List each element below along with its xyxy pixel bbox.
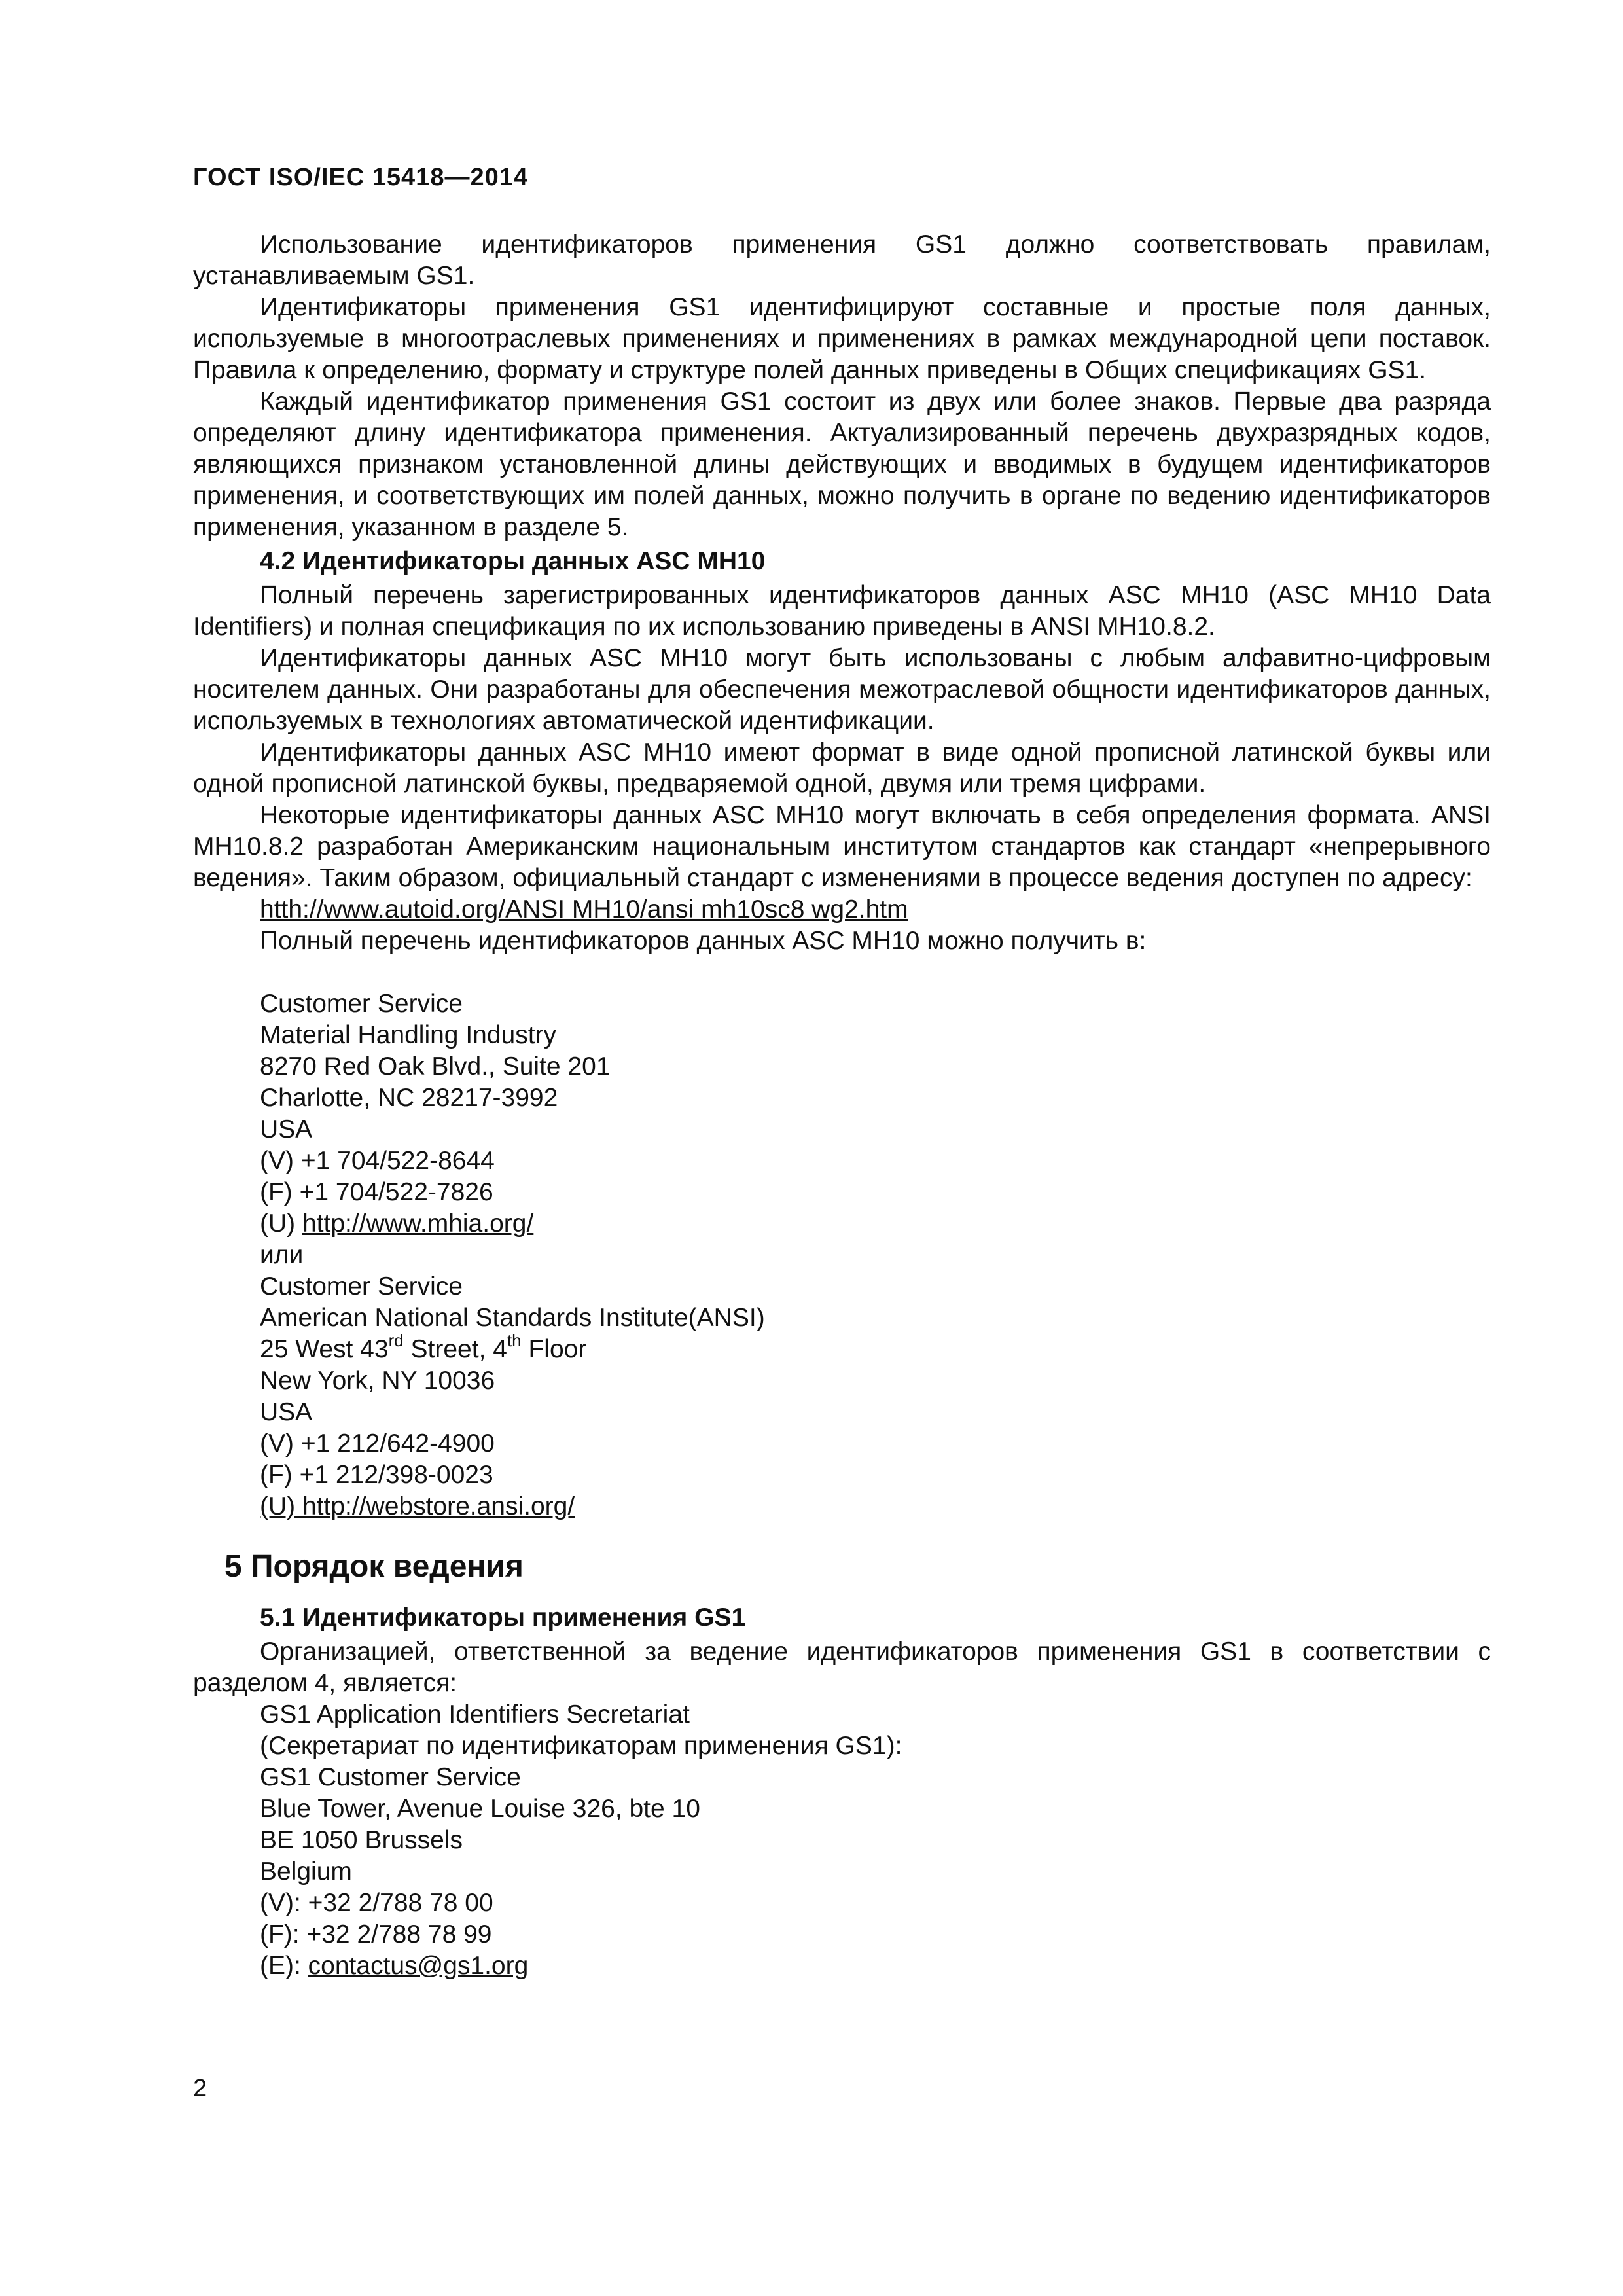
paragraph: Идентификаторы данных ASC MH10 могут быть использованы с любым алфавитно-цифровым носителем данных. Они разработаны для обеспечения межотраслевой общности идентификаторов данных, используемых в технологиях автоматической идентификации. — [193, 644, 1491, 735]
street-line — [260, 1331, 1491, 1365]
separator-or: или — [260, 1241, 304, 1269]
address-line: BE 1050 Brussels — [260, 1826, 463, 1854]
address-line: (F) +1 212/398-0023 — [260, 1461, 493, 1489]
street-mid: Street, 4 — [403, 1335, 507, 1363]
address-line: 8270 Red Oak Blvd., Suite 201 — [260, 1052, 611, 1081]
address-line: GS1 Customer Service — [260, 1763, 521, 1791]
street-sup-1: rd — [388, 1331, 404, 1350]
autoid-link[interactable]: htth://www.autoid.org/ANSI MH10/ansi mh10sc8 wg2.htm — [260, 895, 908, 924]
address-line: Charlotte, NC 28217-3992 — [260, 1084, 558, 1112]
address-line: (V) +1 212/642-4900 — [260, 1429, 495, 1458]
address-line: Customer Service — [260, 1272, 463, 1300]
list-intro: Полный перечень идентификаторов данных ASC MH10 можно получить в: — [260, 927, 1147, 955]
ansi-link[interactable]: (U) http://webstore.ansi.org/ — [260, 1492, 575, 1520]
document-body — [193, 229, 1491, 1982]
section-4-2-heading: 4.2 Идентификаторы данных ASC MH10 — [260, 547, 766, 575]
address-line: (Секретариат по идентификаторам применения GS1): — [260, 1732, 902, 1760]
address-line: (V): +32 2/788 78 00 — [260, 1889, 493, 1917]
paragraph: Идентификаторы данных ASC MH10 имеют формат в виде одной прописной латинской буквы или одной прописной латинской буквы, предваряемой одной, двумя или тремя цифрами. — [193, 738, 1491, 798]
page-number: 2 — [193, 2075, 207, 2102]
address-line: (F): +32 2/788 78 99 — [260, 1920, 492, 1948]
ansi-web-line — [260, 1491, 1491, 1522]
paragraph: Каждый идентификатор применения GS1 состоит из двух или более знаков. Первые два разряда определяют длину идентификатора применения. Актуализированный перечень двухразрядных кодов, являющихся признаком установленной длины действующих и вводимых в будущем идентификаторов применения, и соответствующих им полей данных, можно получить в органе по ведению идентификаторов применения, указанном в разделе 5. — [193, 387, 1491, 541]
street-pre: 25 West 43 — [260, 1335, 389, 1363]
section-5-heading: 5 Порядок ведения — [224, 1549, 524, 1584]
address-line: USA — [260, 1115, 313, 1143]
email-prefix: (E): — [260, 1952, 308, 1980]
address-line: Material Handling Industry — [260, 1021, 557, 1049]
email-link[interactable]: contactus@gs1.org — [308, 1952, 529, 1980]
paragraph: Некоторые идентификаторы данных ASC MH10 могут включать в себя определения формата. ANSI MH10.8.2 разработан Американским национальным институтом стандартов как стандарт «непрерывного ведения». Таким образом, официальный стандарт с изменениями в процессе ведения доступен по адресу: — [193, 801, 1491, 892]
mhia-web-line — [260, 1208, 1491, 1240]
street-post: Floor — [521, 1335, 587, 1363]
address-line: USA — [260, 1398, 313, 1426]
paragraph: Организацией, ответственной за ведение идентификаторов применения GS1 в соответствии с разделом 4, является: — [193, 1638, 1491, 1697]
address-line: (F) +1 704/522-7826 — [260, 1178, 493, 1206]
address-line: Blue Tower, Avenue Louise 326, bte 10 — [260, 1795, 700, 1823]
address-line: Customer Service — [260, 990, 463, 1018]
paragraph: Идентификаторы применения GS1 идентифицируют составные и простые поля данных, используемые в многоотраслевых применениях и применениях в рамках международной цепи поставок. Правила к определению, формату и структуре полей данных приведены в Общих спецификациях GS1. — [193, 293, 1491, 384]
email-line — [260, 1950, 1491, 1982]
address-line: GS1 Application Identifiers Secretariat — [260, 1700, 690, 1729]
autoid-link-line — [260, 894, 1491, 925]
address-line: Belgium — [260, 1857, 352, 1886]
document-header: ГОСТ ISO/IEC 15418—2014 — [193, 164, 528, 191]
paragraph: Полный перечень зарегистрированных идентификаторов данных ASC MH10 (ASC MH10 Data Identifiers) и полная спецификация по их использованию приведены в ANSI MH10.8.2. — [193, 581, 1491, 641]
section-5-1-heading: 5.1 Идентификаторы применения GS1 — [260, 1604, 746, 1632]
address-line: New York, NY 10036 — [260, 1367, 495, 1395]
mhia-link[interactable]: http://www.mhia.org/ — [302, 1210, 534, 1238]
web-prefix: (U) — [260, 1210, 302, 1238]
street-sup-2: th — [507, 1331, 522, 1350]
address-line: (V) +1 704/522-8644 — [260, 1147, 495, 1175]
address-line: American National Standards Institute(ANSI) — [260, 1304, 765, 1332]
paragraph: Использование идентификаторов применения GS1 должно соответствовать правилам, устанавливаемым GS1. — [193, 230, 1491, 290]
spacer — [193, 957, 1491, 988]
